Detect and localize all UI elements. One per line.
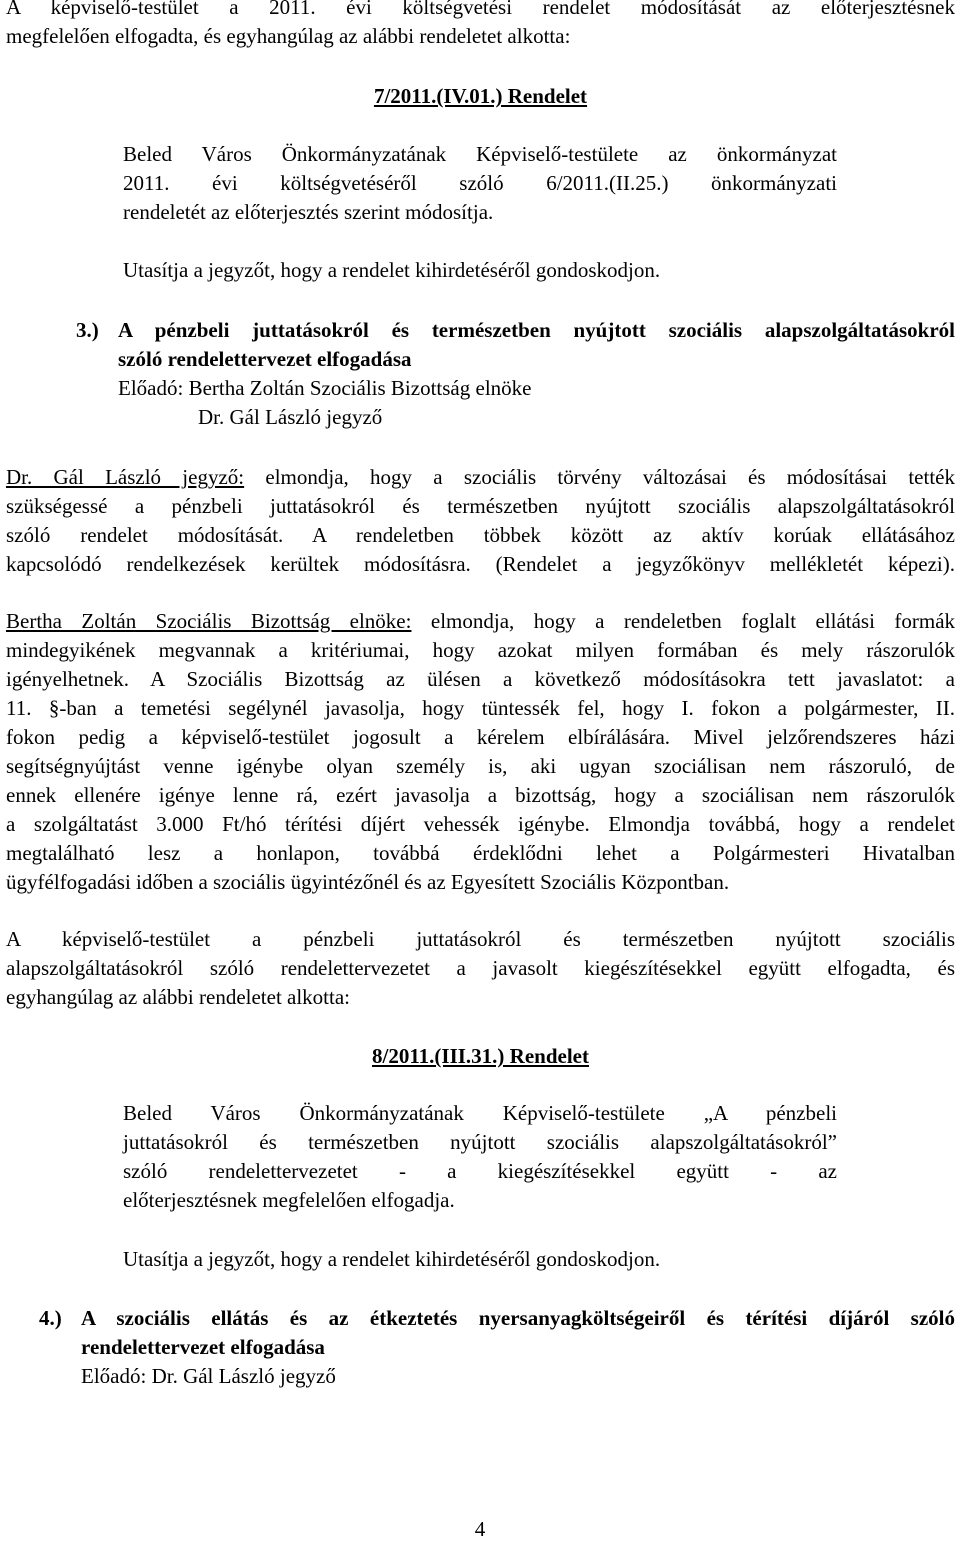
decree-1-instruction: Utasítja a jegyzőt, hogy a rendelet kihirdetéséről gondoskodjon. [123, 258, 661, 282]
decree-1-line-2: 2011. évi költségvetéséről szóló 6/2011.(II.25.) önkormányzati [123, 171, 837, 195]
speaker-name: Dr. Gál László jegyző: [6, 465, 245, 489]
agenda-item-4-title-1: A szociális ellátás és az étkeztetés nyersanyagköltségeiről és térítési díjáról szóló [81, 1306, 955, 1330]
agenda-item-4-title-2: rendelettervezet elfogadása [81, 1335, 325, 1359]
agenda-item-4 [39, 1304, 955, 1391]
decree-2-line-1: Beled Város Önkormányzatának Képviselő-testülete „A pénzbeli [123, 1101, 837, 1125]
resolution-line-1: A képviselő-testület a pénzbeli juttatásokról és természetben nyújtott szociális [6, 927, 955, 951]
decree-body-1 [123, 140, 837, 227]
agenda-item-3-title-1: A pénzbeli juttatásokról és természetben nyújtott szociális alapszolgáltatásokról [118, 318, 955, 342]
agenda-item-3-presenter: Előadó: Bertha Zoltán Szociális Bizottság elnöke [118, 376, 532, 400]
decree-1-line-1: Beled Város Önkormányzatának Képviselő-testülete az önkormányzat [123, 142, 837, 166]
speech-1-line-1: elmondja, hogy a szociális törvény változásai és módosításai tették [244, 465, 955, 489]
speech-1-line-2: szükségessé a pénzbeli juttatásokról és természetben nyújtott szociális alapszolgáltatásokról [6, 494, 955, 518]
speech-paragraph-1 [6, 463, 955, 579]
speech-2-line-4: 11. §-ban a temetési segélynél javasolja, hogy tüntessék fel, hogy I. fokon a polgármester, II. [6, 696, 955, 720]
speech-1-line-4: kapcsolódó rendelkezések kerültek módosításra. (Rendelet a jegyzőkönyv mellékletét képezi). [6, 552, 955, 576]
agenda-item-number: 3.) [76, 318, 99, 342]
speech-2-line-3: igényelhetnek. A Szociális Bizottság az ülésen a következő módosításokra tett javaslatot: a [6, 667, 955, 691]
agenda-item-4-presenter: Előadó: Dr. Gál László jegyző [81, 1364, 336, 1388]
decree-1-line-3: rendeletét az előterjesztés szerint módosítja. [123, 200, 494, 224]
page-number: 4 [474, 1517, 486, 1541]
speaker-name: Bertha Zoltán Szociális Bizottság elnöke: [6, 609, 412, 633]
speech-2-line-5: fokon pedig a képviselő-testület jogosult a kérelem elbírálására. Mivel jelzőrendszeres házi [6, 725, 955, 749]
speech-2-line-10: ügyfélfogadási időben a szociális ügyintézőnél és az Egyesített Szociális Központban. [6, 870, 730, 894]
decree-2-line-3: szóló rendelettervezetet - a kiegészítésekkel együtt - az [123, 1159, 837, 1183]
speech-2-line-9: megtalálható lesz a honlapon, továbbá érdeklődni lehet a Polgármesteri Hivatalban [6, 841, 955, 865]
speech-2-line-7: ennek ellenére igénye lenne rá, ezért javasolja a bizottság, hogy a szociálisan nem rászorulók [6, 783, 955, 807]
resolution-line-3: egyhangúlag az alábbi rendeletet alkotta: [6, 985, 351, 1009]
decree-title-1: 7/2011.(IV.01.) Rendelet [373, 84, 588, 108]
agenda-item-3-presenter-2: Dr. Gál László jegyző [198, 405, 383, 429]
speech-paragraph-2 [6, 607, 955, 897]
intro-line-1: A képviselő-testület a 2011. évi költségvetési rendelet módosítását az előterjesztésnek [6, 0, 955, 19]
agenda-item-3-title-2: szóló rendelettervezet elfogadása [118, 347, 412, 371]
speech-2-line-6: segítségnyújtást venne igénybe olyan személy is, aki ugyan szociálisan nem rászoruló, de [6, 754, 955, 778]
decree-body-2 [123, 1099, 837, 1215]
resolution-line-2: alapszolgáltatásokról szóló rendelettervezetet a javasolt kiegészítésekkel együtt elfogadta, és [6, 956, 955, 980]
intro-line-2: megfelelően elfogadta, és egyhangúlag az alábbi rendeletet alkotta: [6, 24, 571, 48]
decree-title-2: 8/2011.(III.31.) Rendelet [372, 1044, 589, 1068]
decree-2-line-4: előterjesztésnek megfelelően elfogadja. [123, 1188, 455, 1212]
decree-2-line-2: juttatásokról és természetben nyújtott szociális alapszolgáltatásokról” [123, 1130, 837, 1154]
speech-1-line-3: szóló rendelet módosítását. A rendeletben többek között az aktív korúak ellátásához [6, 523, 955, 547]
resolution-paragraph [6, 925, 955, 1012]
agenda-item-3 [76, 316, 955, 432]
speech-2-line-1: elmondja, hogy a rendeletben foglalt ellátási formák [411, 609, 956, 633]
speech-2-line-8: a szolgáltatást 3.000 Ft/hó térítési díjért vehessék igénybe. Elmondja továbbá, hogy a rendelet [6, 812, 955, 836]
decree-2-instruction: Utasítja a jegyzőt, hogy a rendelet kihirdetéséről gondoskodjon. [123, 1247, 661, 1271]
agenda-item-number: 4.) [39, 1306, 62, 1330]
speech-2-line-2: mindegyikének megvannak a kritériumai, hogy azokat milyen formában és mely rászorulók [6, 638, 955, 662]
